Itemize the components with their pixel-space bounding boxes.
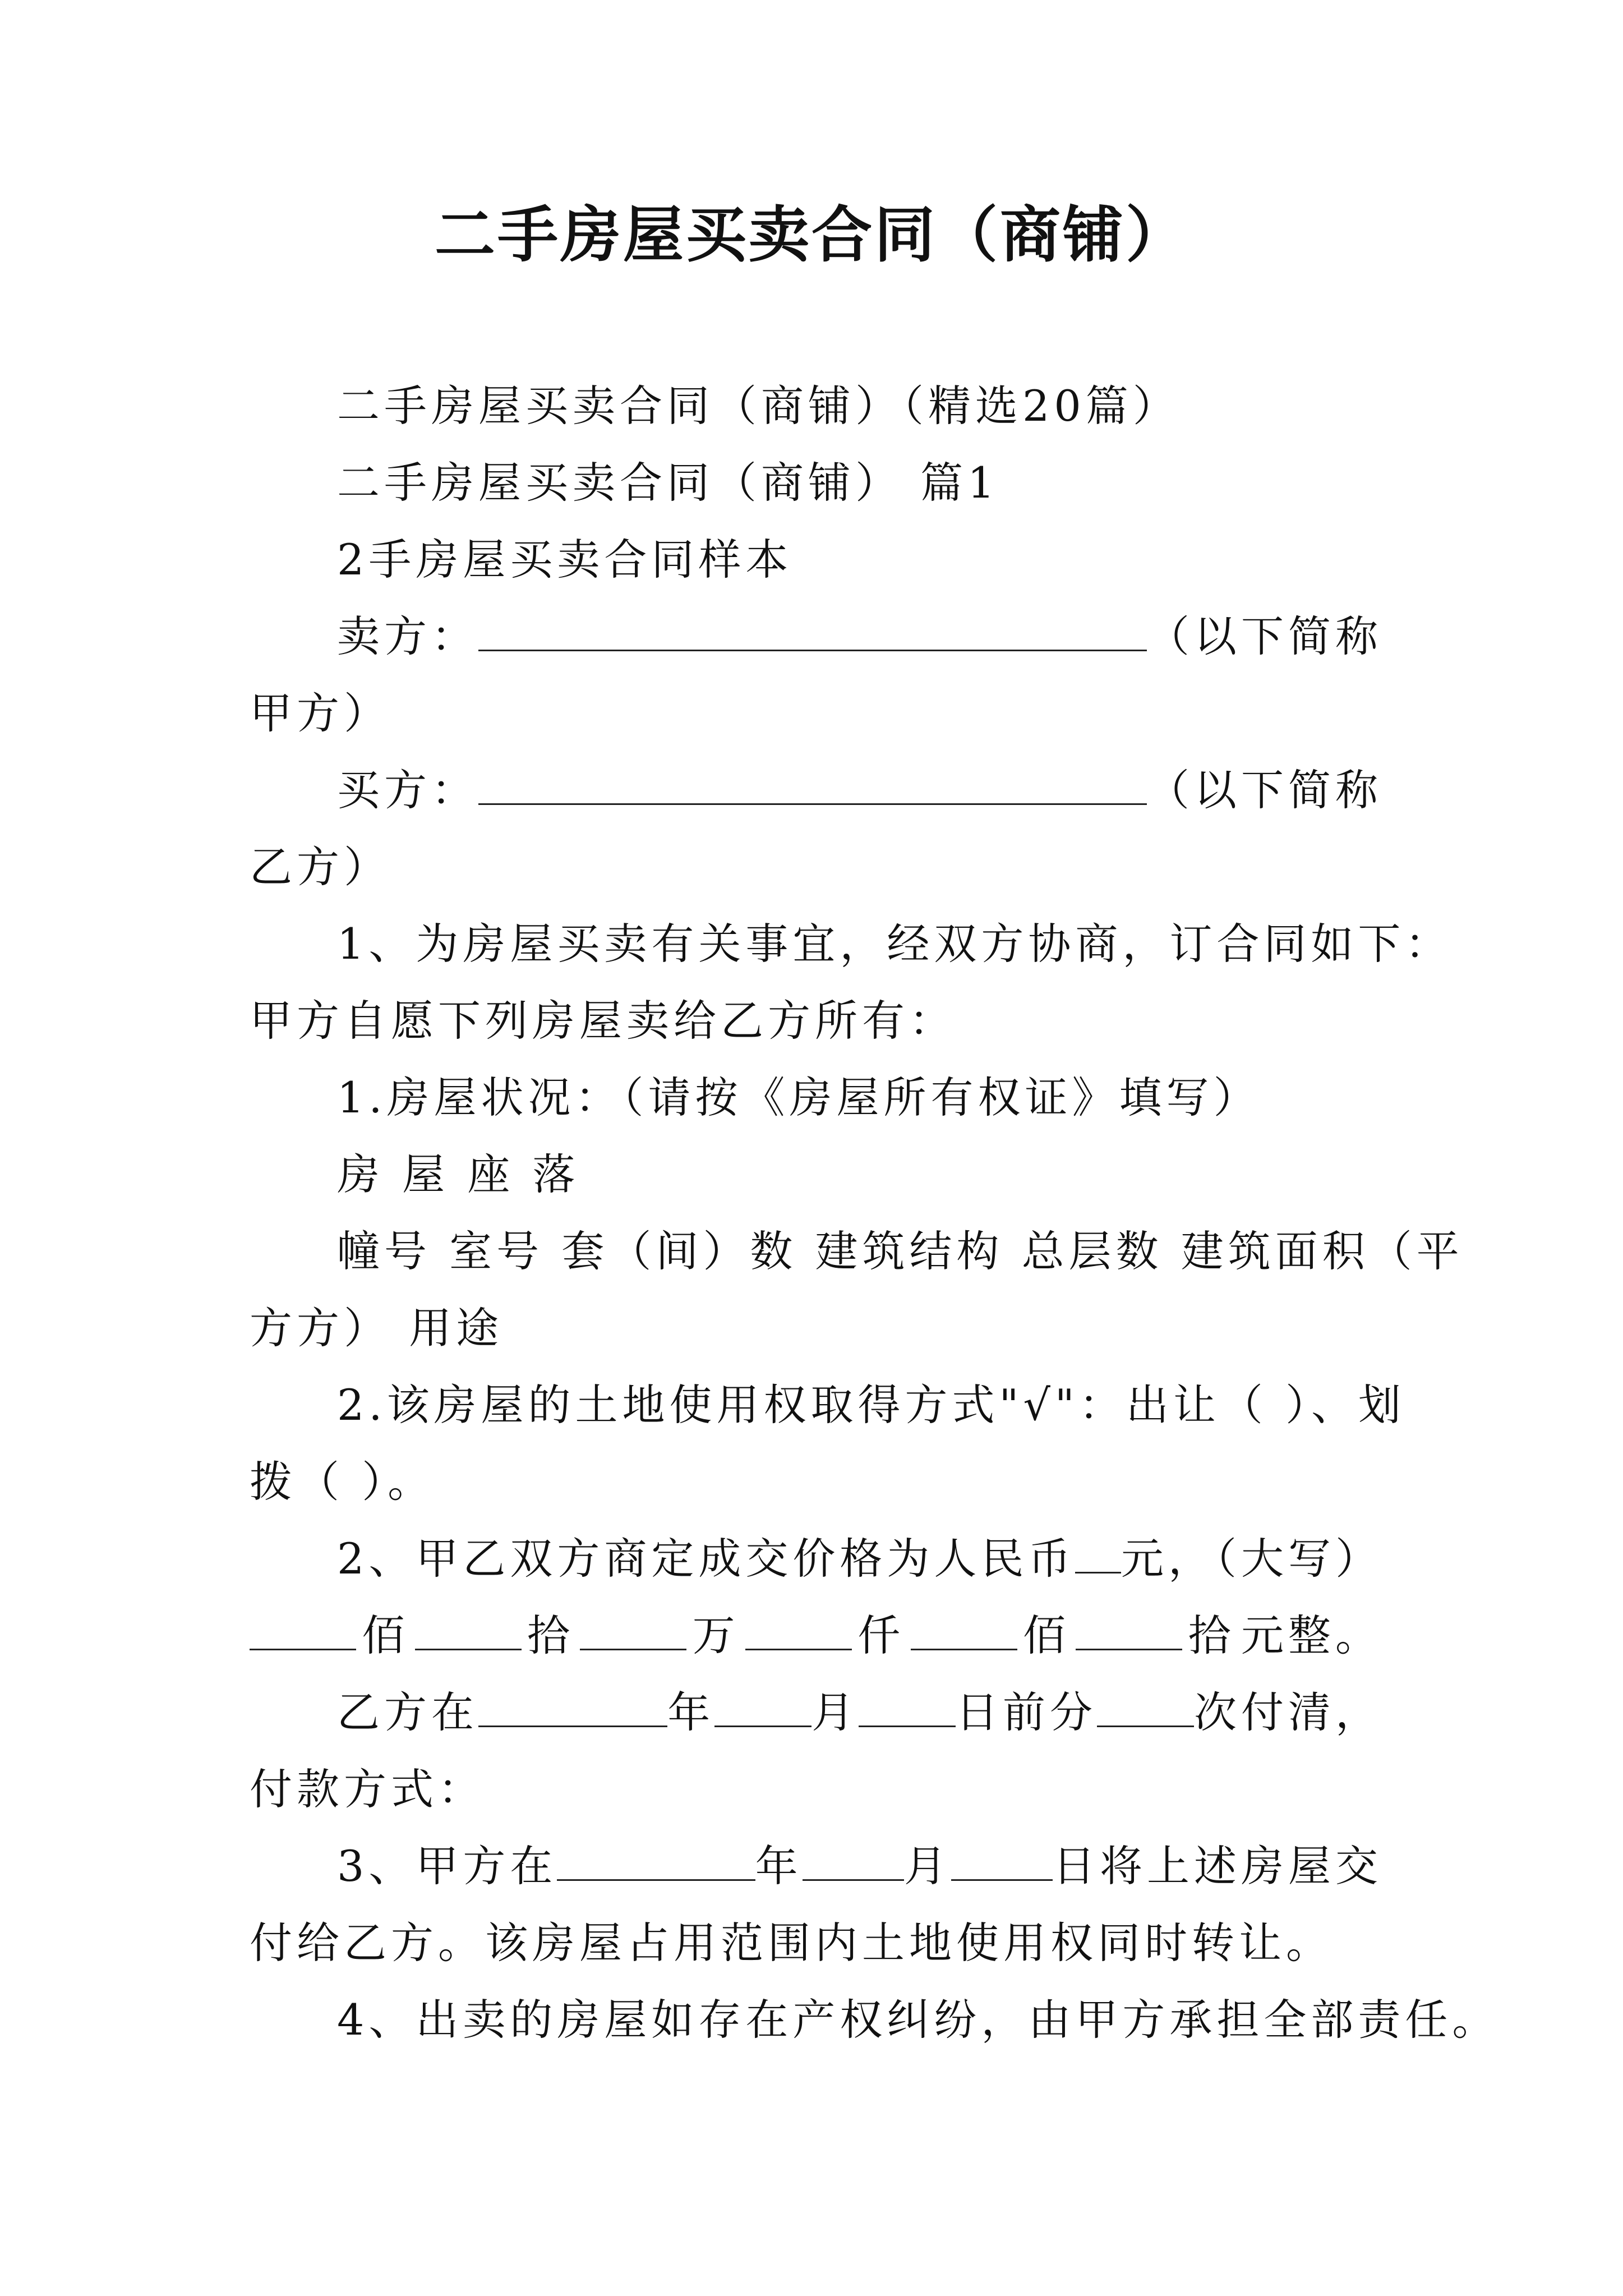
seller-label: 卖方： bbox=[337, 611, 478, 661]
document-body bbox=[250, 367, 1500, 2058]
seller-wrap: 甲方） bbox=[250, 688, 391, 738]
buyer-label: 买方： bbox=[337, 765, 478, 815]
delivery-blank-month bbox=[803, 1840, 904, 1881]
price-row-1 bbox=[250, 1520, 1382, 1597]
subtitle-line: 二手房屋买卖合同（商铺）（精选20篇） bbox=[337, 381, 1180, 431]
land-right-line-1: 2.该房屋的土地使用权取得方式"√"：出让（ ）、划 bbox=[337, 1380, 1406, 1430]
payment-blank-month bbox=[714, 1686, 811, 1727]
house-fields-line-2: 方方） 用途 bbox=[250, 1303, 504, 1353]
sample-heading: 2手房屋买卖合同样本 bbox=[337, 535, 793, 585]
price-blank-2 bbox=[415, 1609, 522, 1650]
payment-method: 付款方式： bbox=[250, 1764, 485, 1814]
price-unit-7: 元整。 bbox=[1241, 1611, 1382, 1660]
document-title: 二手房屋买卖合同（商铺） bbox=[434, 200, 1188, 270]
price-unit-5: 佰 bbox=[1022, 1611, 1070, 1660]
buyer-wrap: 乙方） bbox=[250, 842, 391, 892]
seller-row bbox=[250, 598, 1382, 675]
delivery-line-2: 付给乙方。该房屋占用范围内土地使用权同时转让。 bbox=[250, 1918, 1333, 1968]
price-blank bbox=[1075, 1533, 1121, 1573]
price-blank-5 bbox=[911, 1609, 1017, 1650]
delivery-blank-day bbox=[951, 1840, 1053, 1881]
price-unit-1: 佰 bbox=[362, 1611, 409, 1660]
buyer-blank bbox=[478, 764, 1147, 805]
seller-blank bbox=[478, 610, 1147, 651]
house-fields-line-1: 幢号 室号 套（间）数 建筑结构 总层数 建筑面积（平 bbox=[337, 1226, 1464, 1276]
buyer-row bbox=[250, 752, 1382, 829]
price-text: 2、甲乙双方商定成交价格为人民币 bbox=[337, 1534, 1076, 1584]
clause-1-line-1: 1、为房屋买卖有关事宜，经双方协商，订合同如下： bbox=[337, 919, 1453, 969]
payment-text-1: 乙方在 bbox=[337, 1687, 478, 1737]
clause-4: 4、出卖的房屋如存在产权纠纷，由甲方承担全部责任。 bbox=[337, 1995, 1500, 2045]
payment-blank-year bbox=[478, 1686, 667, 1727]
seller-suffix: （以下简称 bbox=[1147, 611, 1382, 661]
price-unit-6: 拾 bbox=[1188, 1611, 1235, 1660]
price-suffix: 元，（大写） bbox=[1121, 1534, 1382, 1584]
price-blank-1 bbox=[250, 1609, 356, 1650]
payment-row bbox=[250, 1674, 1382, 1751]
price-unit-2: 拾 bbox=[527, 1611, 574, 1660]
delivery-text-3: 月 bbox=[903, 1841, 951, 1891]
price-blank-3 bbox=[580, 1609, 686, 1650]
house-status: 1.房屋状况：（请按《房屋所有权证》填写） bbox=[337, 1073, 1261, 1122]
buyer-suffix: （以下简称 bbox=[1147, 765, 1382, 815]
section-heading: 二手房屋买卖合同（商铺） 篇1 bbox=[337, 458, 999, 508]
land-right-line-2: 拨（ ）。 bbox=[250, 1457, 435, 1507]
clause-1-line-2: 甲方自愿下列房屋卖给乙方所有： bbox=[250, 996, 956, 1046]
delivery-text-1: 3、甲方在 bbox=[337, 1841, 557, 1891]
delivery-blank-year bbox=[557, 1840, 755, 1881]
payment-text-5: 次付清， bbox=[1193, 1687, 1382, 1737]
delivery-text-2: 年 bbox=[755, 1841, 803, 1891]
delivery-row bbox=[250, 1828, 1382, 1904]
price-unit-4: 仟 bbox=[857, 1611, 905, 1660]
house-location: 房 屋 座 落 bbox=[337, 1149, 580, 1199]
payment-text-3: 月 bbox=[811, 1687, 859, 1737]
delivery-text-4: 日将上述房屋交 bbox=[1053, 1841, 1382, 1891]
price-blank-4 bbox=[745, 1609, 852, 1650]
price-unit-3: 万 bbox=[692, 1611, 740, 1660]
price-row-2 bbox=[250, 1597, 1382, 1674]
payment-text-2: 年 bbox=[667, 1687, 715, 1737]
payment-blank-times bbox=[1097, 1686, 1194, 1727]
payment-text-4: 日前分 bbox=[956, 1687, 1098, 1737]
price-blank-6 bbox=[1076, 1609, 1182, 1650]
payment-blank-day bbox=[859, 1686, 956, 1727]
